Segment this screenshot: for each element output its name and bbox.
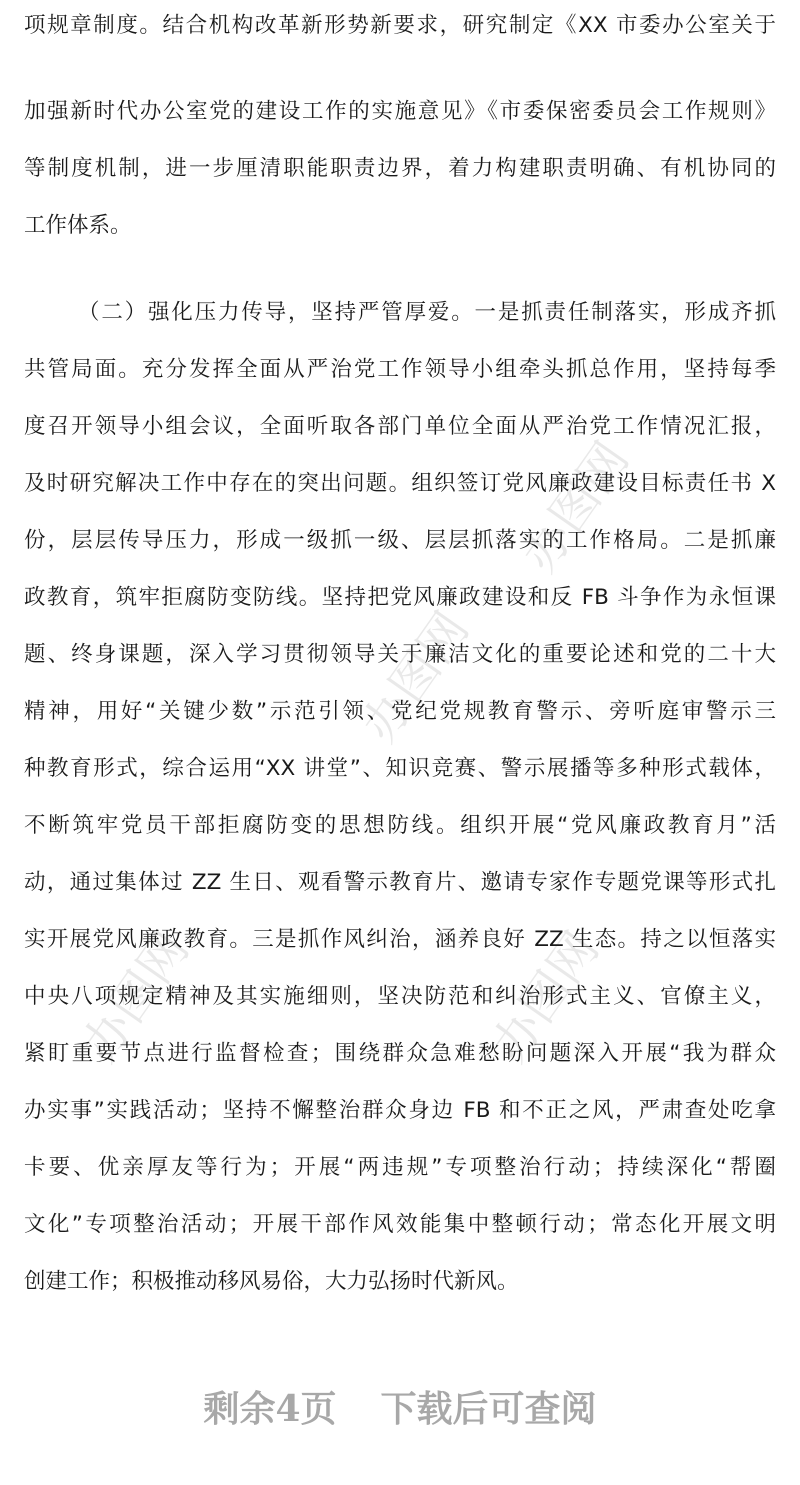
download-prompt[interactable]: [0, 1382, 800, 1436]
body-text-line: 中央八项规定精神及其实施细则，坚决防范和纠治形式主义、官僚主义，: [24, 984, 776, 1009]
body-text-line: 办实事”实践活动；坚持不懈整治群众身边 FB 和不正之风，严肃查处吃拿: [24, 1098, 776, 1123]
body-text-line: 不断筑牢党员干部拒腐防变的思想防线。组织开展“党风廉政教育月”活: [24, 813, 776, 838]
body-text-line: 政教育，筑牢拒腐防变防线。坚持把党风廉政建设和反 FB 斗争作为永恒课: [24, 585, 776, 610]
body-text-line: 精神，用好“关键少数”示范引领、党纪党规教育警示、旁听庭审警示三: [24, 699, 776, 724]
body-text-line: 共管局面。充分发挥全面从严治党工作领导小组牵头抓总作用，坚持每季: [24, 357, 776, 382]
body-text-line: 实开展党风廉政教育。三是抓作风纠治，涵养良好 ZZ 生态。持之以恒落实: [24, 927, 776, 952]
watermark: 办图网: [71, 922, 200, 1073]
body-text-line: 卡要、优亲厚友等行为；开展“两违规”专项整治行动；持续深化“帮圈: [24, 1155, 776, 1180]
watermark: 办图网: [481, 922, 610, 1073]
body-text-line: 份，层层传导压力，形成一级抓一级、层层抓落实的工作格局。二是抓廉: [24, 528, 776, 553]
body-text-line: 动，通过集体过 ZZ 生日、观看警示教育片、邀请专家作专题党课等形式扎: [24, 870, 776, 895]
body-text-line: 题、终身课题，深入学习贯彻领导关于廉洁文化的重要论述和党的二十大: [24, 642, 776, 667]
body-text-line: 工作体系。: [24, 213, 132, 238]
body-text-line: 等制度机制，进一步厘清职能职责边界，着力构建职责明确、有机协同的: [24, 156, 776, 181]
body-text-line: 种教育形式，综合运用“XX 讲堂”、知识竞赛、警示展播等多种形式载体，: [24, 756, 776, 781]
watermark: 办图网: [351, 602, 480, 753]
remaining-pages-label: 剩余4页: [203, 1388, 337, 1430]
watermark: 办图网: [511, 432, 640, 583]
body-text-line: 加强新时代办公室党的建设工作的实施意见》《市委保密委员会工作规则》: [24, 99, 776, 124]
body-text-line: 项规章制度。结合机构改革新形势新要求，研究制定《XX 市委办公室关于: [24, 13, 776, 38]
body-text-line: 紧盯重要节点进行监督检查；围绕群众急难愁盼问题深入开展“我为群众: [24, 1041, 776, 1066]
section-heading-line: （二）强化压力传导，坚持严管厚爱。一是抓责任制落实，形成齐抓: [78, 300, 776, 325]
body-text-line: 创建工作；积极推动移风易俗，大力弘扬时代新风。: [24, 1269, 519, 1294]
body-text-line: 及时研究解决工作中存在的突出问题。组织签订党风廉政建设目标责任书 X: [24, 471, 776, 496]
body-text-line: 度召开领导小组会议，全面听取各部门单位全面从严治党工作情况汇报，: [24, 414, 776, 439]
body-text-line: 文化”专项整治活动；开展干部作风效能集中整顿行动；常态化开展文明: [24, 1212, 776, 1237]
download-to-view-label: 下载后可查阅: [380, 1388, 597, 1430]
